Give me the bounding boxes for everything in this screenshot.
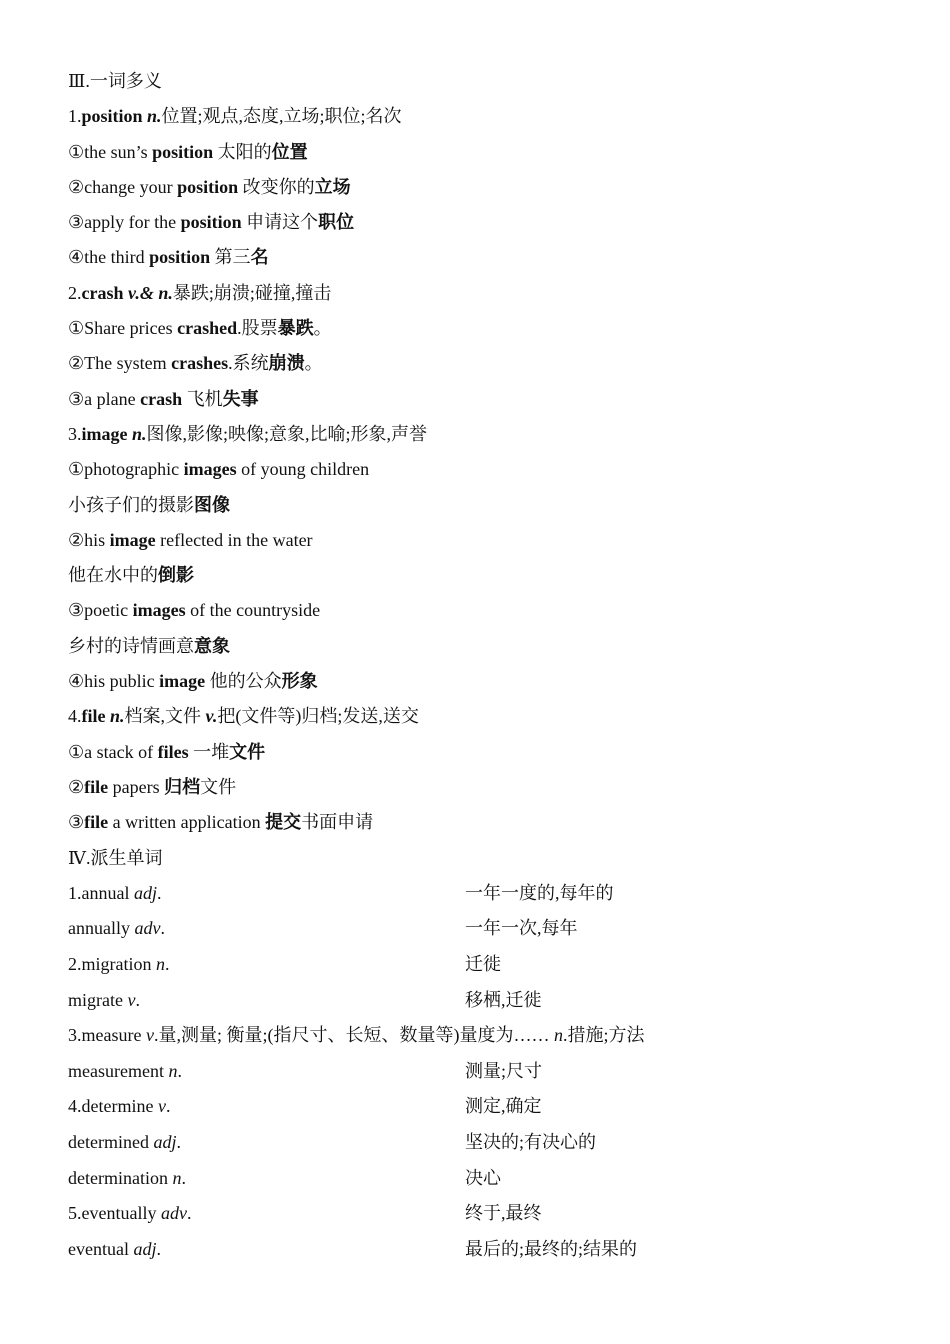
example-line: ③poetic images of the countryside [68, 600, 321, 621]
example-line: ①photographic images of young children [68, 459, 370, 480]
derivative-row: 3.measure v.量,测量; 衡量;(指尺寸、长短、数量等)量度为…… n.措施;方法 [68, 1025, 645, 1046]
derivative-row: annually adv. 一年一次,每年 [68, 918, 578, 939]
heading-text: Ⅳ.派生单词 [68, 847, 163, 868]
derivative-row: 1.annual adj. 一年一度的,每年的 [68, 882, 614, 903]
example-line: ③apply for the position 申请这个职位 [68, 212, 355, 233]
example-line: ①Share prices crashed.股票暴跌。 [68, 318, 332, 339]
entry-headword: 2.crash v.& n.暴跌;崩溃;碰撞,撞击 [68, 282, 332, 303]
derivative-row: migrate v. 移栖,迁徙 [68, 989, 542, 1010]
derivative-row: 4.determine v. 测定,确定 [68, 1096, 542, 1117]
example-line: ③file a written application 提交书面申请 [68, 812, 374, 833]
example-translation: 乡村的诗情画意意象 [68, 635, 230, 656]
section-heading [68, 64, 888, 99]
example-line: ④his public image 他的公众形象 [68, 671, 318, 692]
derivative-row: determined adj. 坚决的;有决心的 [68, 1131, 597, 1152]
example-line: ①the sun’s position 太阳的位置 [68, 141, 308, 162]
example-line: ②The system crashes.系统崩溃。 [68, 353, 323, 374]
example-line: ②his image reflected in the water [68, 529, 313, 550]
section-heading [68, 841, 888, 876]
example-line: ④the third position 第三名 [68, 247, 269, 268]
heading-text: Ⅲ.一词多义 [68, 71, 162, 91]
example-line: ③a plane crash 飞机失事 [68, 388, 259, 409]
entry-headword: 3.image n.图像,影像;映像;意象,比喻;形象,声誉 [68, 423, 428, 444]
example-line: ①a stack of files 一堆文件 [68, 741, 266, 762]
entry-headword: 1.position n.位置;观点,态度,立场;职位;名次 [68, 106, 402, 127]
entry-headword: 4.file n.档案,文件 v.把(文件等)归档;发送,送交 [68, 706, 419, 727]
derivative-row: eventual adj. 最后的;最终的;结果的 [68, 1238, 638, 1259]
example-translation: 小孩子们的摄影图像 [68, 494, 230, 515]
derivative-row: determination n. 决心 [68, 1167, 501, 1188]
example-translation: 他在水中的倒影 [68, 565, 194, 586]
example-line: ②change your position 改变你的立场 [68, 176, 351, 197]
derivative-row: 2.migration n. 迁徙 [68, 954, 501, 975]
derivative-row: 5.eventually adv. 终于,最终 [68, 1203, 542, 1224]
derivative-row: measurement n. 测量;尺寸 [68, 1060, 543, 1081]
example-line: ②file papers 归档文件 [68, 776, 237, 797]
worksheet-page [68, 64, 888, 1267]
